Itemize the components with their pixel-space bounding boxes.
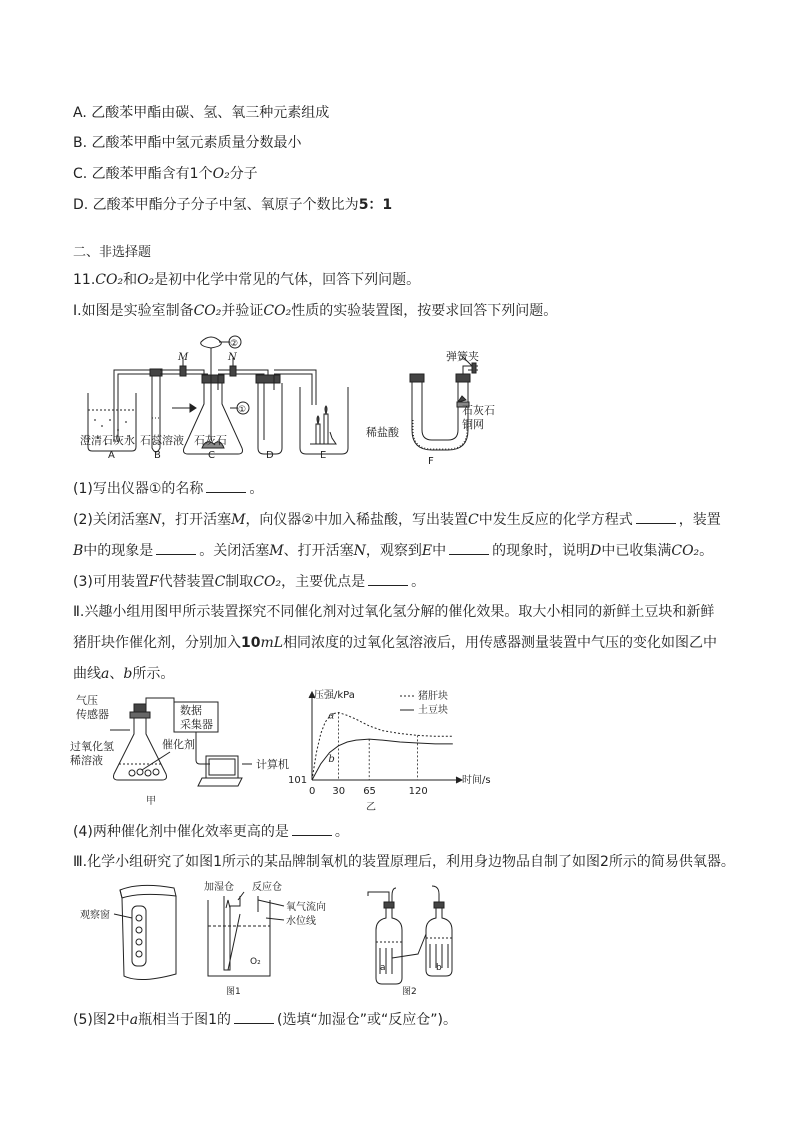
legend-liver: 猪肝块 <box>418 691 448 702</box>
answer-blank[interactable] <box>636 510 676 524</box>
q2-text: 中发生反应的化学方程式 <box>478 512 633 528</box>
series-label-b: b <box>328 753 335 765</box>
label-dilute: 稀溶液 <box>70 754 103 767</box>
choice-a <box>73 104 329 122</box>
label-clip: 弹簧夹 <box>446 350 479 363</box>
q4-text: (4)两种催化剂中催化效率更高的是 <box>73 824 289 840</box>
label-a: A <box>108 450 115 461</box>
section-title-text: 二、非选择题 <box>73 245 152 260</box>
part2-text: 曲线 <box>73 666 101 682</box>
q2-text: (2)关闭活塞 <box>73 512 149 528</box>
bottle-a-symbol: a <box>129 1012 139 1028</box>
q2-text: 中已收集满 <box>601 543 672 559</box>
question-2-line1 <box>73 510 721 529</box>
question-1 <box>73 479 263 498</box>
part2-line3 <box>73 665 174 683</box>
machine-cross-section <box>208 892 284 976</box>
question-4 <box>73 822 349 841</box>
choice-c-formula: O₂ <box>212 166 230 182</box>
label-data: 数据 <box>180 704 202 717</box>
chart-ticks <box>309 786 428 797</box>
answer-blank[interactable] <box>156 541 196 555</box>
device-e-symbol: E <box>421 543 433 559</box>
label-bottle-b: b <box>436 963 442 973</box>
co2-formula: CO₂ <box>193 303 222 319</box>
label-hydrochloric-acid: 稀盐酸 <box>366 426 399 439</box>
label-yi: 乙 <box>366 802 376 813</box>
choice-a-text: A. 乙酸苯甲酯由碳、氢、氧三种元素组成 <box>73 105 330 121</box>
q5-text: (5)图2中 <box>73 1012 130 1028</box>
part2-text: 所示。 <box>132 666 175 682</box>
part3-intro <box>73 853 735 871</box>
label-instrument-2: ② <box>230 339 239 349</box>
label-limewater: 澄清石灰水 <box>80 434 135 447</box>
label-figure-1: 图1 <box>226 987 241 997</box>
label-f: F <box>428 456 434 467</box>
sensor-apparatus-figure <box>70 690 300 810</box>
label-computer: 计算机 <box>256 758 289 771</box>
u-tube-f <box>410 356 478 450</box>
choice-c-suffix: 分子 <box>229 166 258 182</box>
q2-text: ，打开活塞 <box>161 512 232 528</box>
pressure-time-chart <box>288 686 538 814</box>
label-e: E <box>320 450 327 461</box>
choice-d <box>73 196 392 214</box>
q2-text: 中 <box>432 543 447 559</box>
device-f-symbol: F <box>148 574 159 590</box>
label-b: B <box>154 450 161 461</box>
part1-text-b: 并验证 <box>221 303 264 319</box>
label-reactor: 反应仓 <box>252 882 282 893</box>
valve-m-symbol: M <box>231 512 246 528</box>
label-collector: 采集器 <box>180 718 213 731</box>
label-m: M <box>178 352 189 363</box>
valve-m-symbol: M <box>269 543 284 559</box>
label-d: D <box>266 450 274 461</box>
q3-text: 代替装置 <box>158 574 215 590</box>
label-limestone: 石灰石 <box>194 434 227 447</box>
answer-blank[interactable] <box>449 541 489 555</box>
part2-text: 猪肝块作催化剂，分别加入 <box>73 635 241 651</box>
q11-intro <box>73 271 420 289</box>
device-d-symbol: D <box>590 543 602 559</box>
question-3 <box>73 572 425 591</box>
oxygen-generator-figure <box>80 878 500 1000</box>
q2-text: 中的现象是 <box>83 543 154 559</box>
gas-jar-d <box>240 370 316 454</box>
q2-text: 、打开活塞 <box>283 543 354 559</box>
q3-text: 制取 <box>225 574 254 590</box>
q5-text: (选填“加湿仓”或“反应仓”)。 <box>277 1012 457 1028</box>
q4-suffix: 。 <box>334 824 349 840</box>
label-h2o2: 过氧化氢 <box>70 740 114 753</box>
label-jia: 甲 <box>146 796 156 807</box>
chart-xlabel: 时间/s <box>462 775 491 786</box>
valve-n-symbol: N <box>148 512 162 528</box>
choice-d-ratio: 5：1 <box>358 197 393 213</box>
q5-text: 瓶相当于图1的 <box>138 1012 232 1028</box>
q11-and: 和 <box>123 272 138 288</box>
answer-blank[interactable] <box>234 1010 274 1024</box>
beaker-e <box>300 387 348 454</box>
label-copper-mesh: 铜网 <box>462 418 484 431</box>
part2-line1 <box>73 603 714 621</box>
question-5 <box>73 1010 457 1029</box>
label-humidifier: 加湿仓 <box>204 882 234 893</box>
question-2-line2 <box>73 541 713 560</box>
part2-text: 相同浓度的过氧化氢溶液后，用传感器测量装置中气压的变化如图乙中 <box>283 635 718 651</box>
label-o2: O₂ <box>250 957 261 967</box>
chart-curves <box>312 711 453 781</box>
choice-c <box>73 165 258 183</box>
oxygen-machine <box>114 885 176 979</box>
chart-ylabel: 压强/kPa <box>314 690 355 701</box>
curve-a-symbol: a <box>101 666 110 682</box>
label-sensor: 传感器 <box>76 708 109 721</box>
o2-formula: O₂ <box>137 272 155 288</box>
part1-text-a: Ⅰ.如图是实验室制备 <box>73 303 194 319</box>
label-instrument-1: ① <box>238 405 247 415</box>
label-limestone-f: 石灰石 <box>462 404 495 417</box>
q2-text: ，观察到 <box>365 543 422 559</box>
label-figure-2: 图2 <box>402 987 417 997</box>
co2-formula: CO₂ <box>253 574 282 590</box>
part2-text: Ⅱ.兴趣小组用图甲所示装置探究不同催化剂对过氧化氢分解的催化效果。取大小相同的新鲜土豆块和新鲜 <box>73 604 715 620</box>
apparatus-figure <box>80 330 520 470</box>
q11-number: 11. <box>73 272 96 288</box>
volume-unit: mL <box>260 635 284 651</box>
co2-formula: CO₂ <box>263 303 292 319</box>
part1-intro <box>73 302 557 320</box>
co2-formula: CO₂ <box>671 543 700 559</box>
label-catalyst: 催化剂 <box>162 738 195 751</box>
q1-text: (1)写出仪器①的名称 <box>73 481 204 497</box>
part2-text: 、 <box>109 666 124 682</box>
x-tick-65: 65 <box>363 786 376 797</box>
q2-text: ，装置 <box>678 512 721 528</box>
part3-text: Ⅲ.化学小组研究了如图1所示的某品牌制氧机的装置原理后，利用身边物品自制了如图2所示的简易供氧器。 <box>73 854 735 870</box>
curve-b-symbol: b <box>123 666 133 682</box>
valve-n-symbol: N <box>353 543 366 559</box>
part2-line2 <box>73 634 717 652</box>
label-pressure: 气压 <box>76 694 98 707</box>
co2-formula: CO₂ <box>95 272 124 288</box>
label-oxygen-flow: 氧气流向 <box>286 902 326 913</box>
q3-text: ，主要优点是 <box>281 574 366 590</box>
chart-guides <box>338 713 417 781</box>
answer-blank[interactable] <box>368 572 408 586</box>
chart-y-tick: 101 <box>288 775 308 786</box>
choice-d-text: D. 乙酸苯甲酯分子分子中氢、氧原子个数比为 <box>73 197 359 213</box>
choice-b-text: B. 乙酸苯甲酯中氢元素质量分数最小 <box>73 135 302 151</box>
q1-suffix: 。 <box>249 481 264 497</box>
q3-text: 。 <box>411 574 426 590</box>
choice-c-text: C. 乙酸苯甲酯含有1个 <box>73 166 213 182</box>
q2-text: 。关闭活塞 <box>199 543 270 559</box>
q2-text: ，向仪器②中加入稀盐酸，写出装置 <box>245 512 468 528</box>
label-window: 观察窗 <box>80 910 110 921</box>
arrow-icon <box>172 404 196 412</box>
label-water-level: 水位线 <box>286 916 316 927</box>
label-c: C <box>208 450 215 461</box>
label-litmus: 石蕊溶液 <box>140 434 184 447</box>
q2-text: 。 <box>699 543 714 559</box>
part1-text-c: 性质的实验装置图，按要求回答下列问题。 <box>291 303 558 319</box>
section-title <box>73 244 151 262</box>
x-tick-30: 30 <box>332 786 346 797</box>
device-c-symbol: C <box>468 512 479 528</box>
choice-b <box>73 134 302 152</box>
answer-blank[interactable] <box>206 479 246 493</box>
x-tick-120: 120 <box>408 786 428 797</box>
q11-intro-text: 是初中化学中常见的气体，回答下列问题。 <box>154 272 421 288</box>
volume-value: 10 <box>241 635 261 651</box>
x-tick-0: 0 <box>309 786 316 797</box>
q2-text: 的现象时，说明 <box>492 543 591 559</box>
device-c-symbol: C <box>214 574 226 590</box>
q3-text: (3)可用装置 <box>73 574 149 590</box>
answer-blank[interactable] <box>292 822 332 836</box>
series-label-a: a <box>328 710 335 722</box>
legend-potato: 土豆块 <box>418 705 448 716</box>
label-bottle-a: a <box>380 963 386 973</box>
label-n: N <box>228 352 237 363</box>
device-b-symbol: B <box>73 543 84 559</box>
